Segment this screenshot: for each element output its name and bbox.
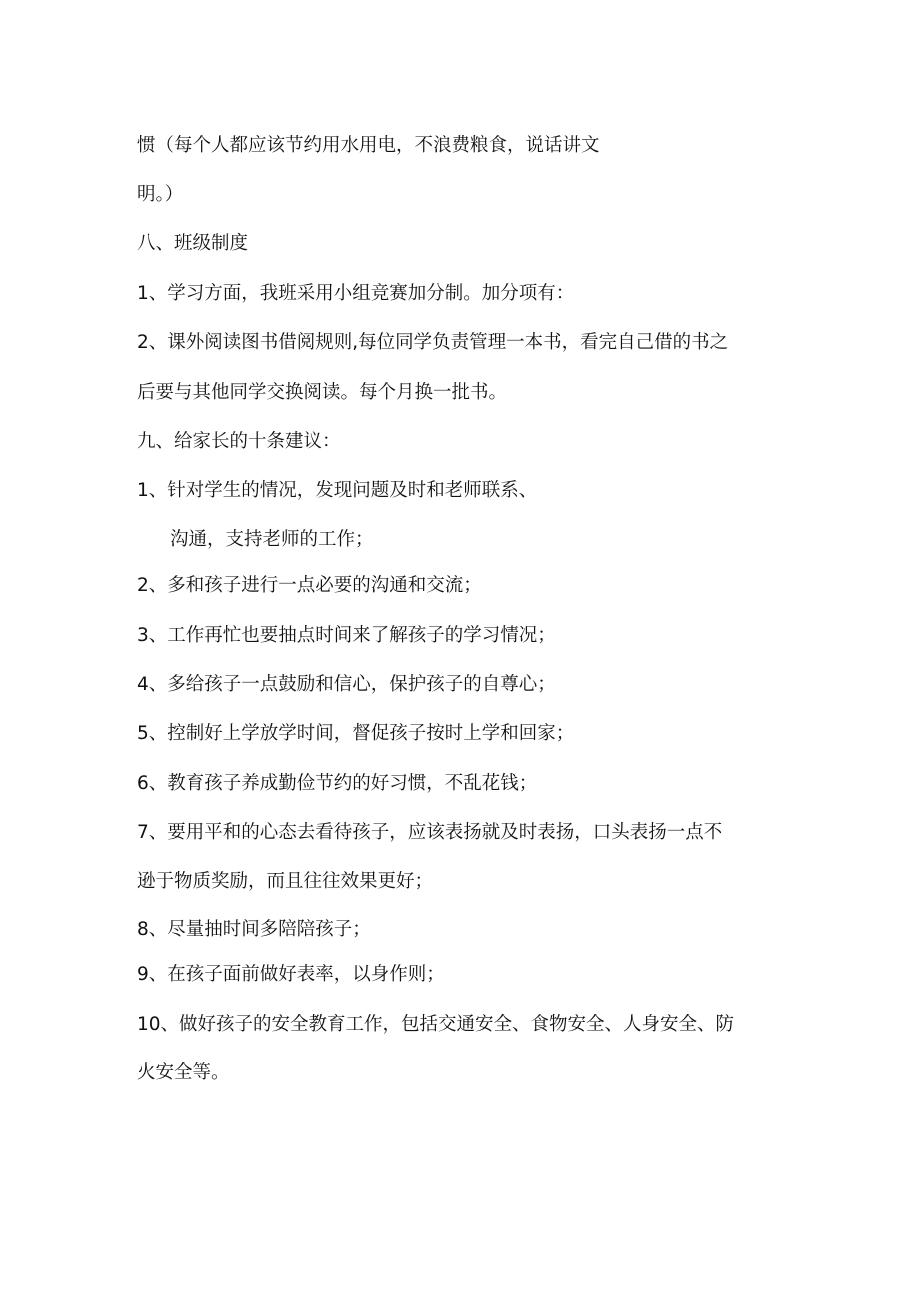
text-line-14: 6、教育孩子养成勤俭节约的好习惯，不乱花钱； [137,773,538,794]
text-line-2: 明。） [137,184,184,205]
text-line-5: 2、课外阅读图书借阅规则,每位同学负责管理一本书，看完自己借的书之 [137,332,729,353]
text-line-4: 1、学习方面，我班采用小组竞赛加分制。加分项有： [137,283,575,304]
text-line-20: 火安全等。 [137,1062,230,1083]
text-line-6: 后要与其他同学交换阅读。每个月换一批书。 [137,382,508,403]
text-line-19: 10、做好孩子的安全教育工作，包括交通安全、食物安全、人身安全、防 [137,1014,735,1035]
text-line-15: 7、要用平和的心态去看待孩子，应该表扬就及时表扬，口头表扬一点不 [137,822,723,843]
text-line-17: 8、尽量抽时间多陪陪孩子； [137,919,371,940]
text-line-18: 9、在孩子面前做好表率，以身作则； [137,964,445,985]
text-line-13: 5、控制好上学放学时间，督促孩子按时上学和回家； [137,723,575,744]
text-line-16: 逊于物质奖励，而且往往效果更好； [137,871,434,892]
section-heading-9: 九、给家长的十条建议： [137,431,341,452]
section-heading-8: 八、班级制度 [137,233,249,254]
text-line-12: 4、多给孩子一点鼓励和信心，保护孩子的自尊心； [137,674,556,695]
text-line-1: 惯（每个人都应该节约用水用电，不浪费粮食，说话讲文 [137,135,600,156]
text-line-8: 1、针对学生的情况，发现问题及时和老师联系、 [137,480,538,501]
text-line-9: 沟通，支持老师的工作； [170,529,374,550]
text-line-10: 2、多和孩子进行一点必要的沟通和交流； [137,575,482,596]
text-line-11: 3、工作再忙也要抽点时间来了解孩子的学习情况； [137,625,556,646]
